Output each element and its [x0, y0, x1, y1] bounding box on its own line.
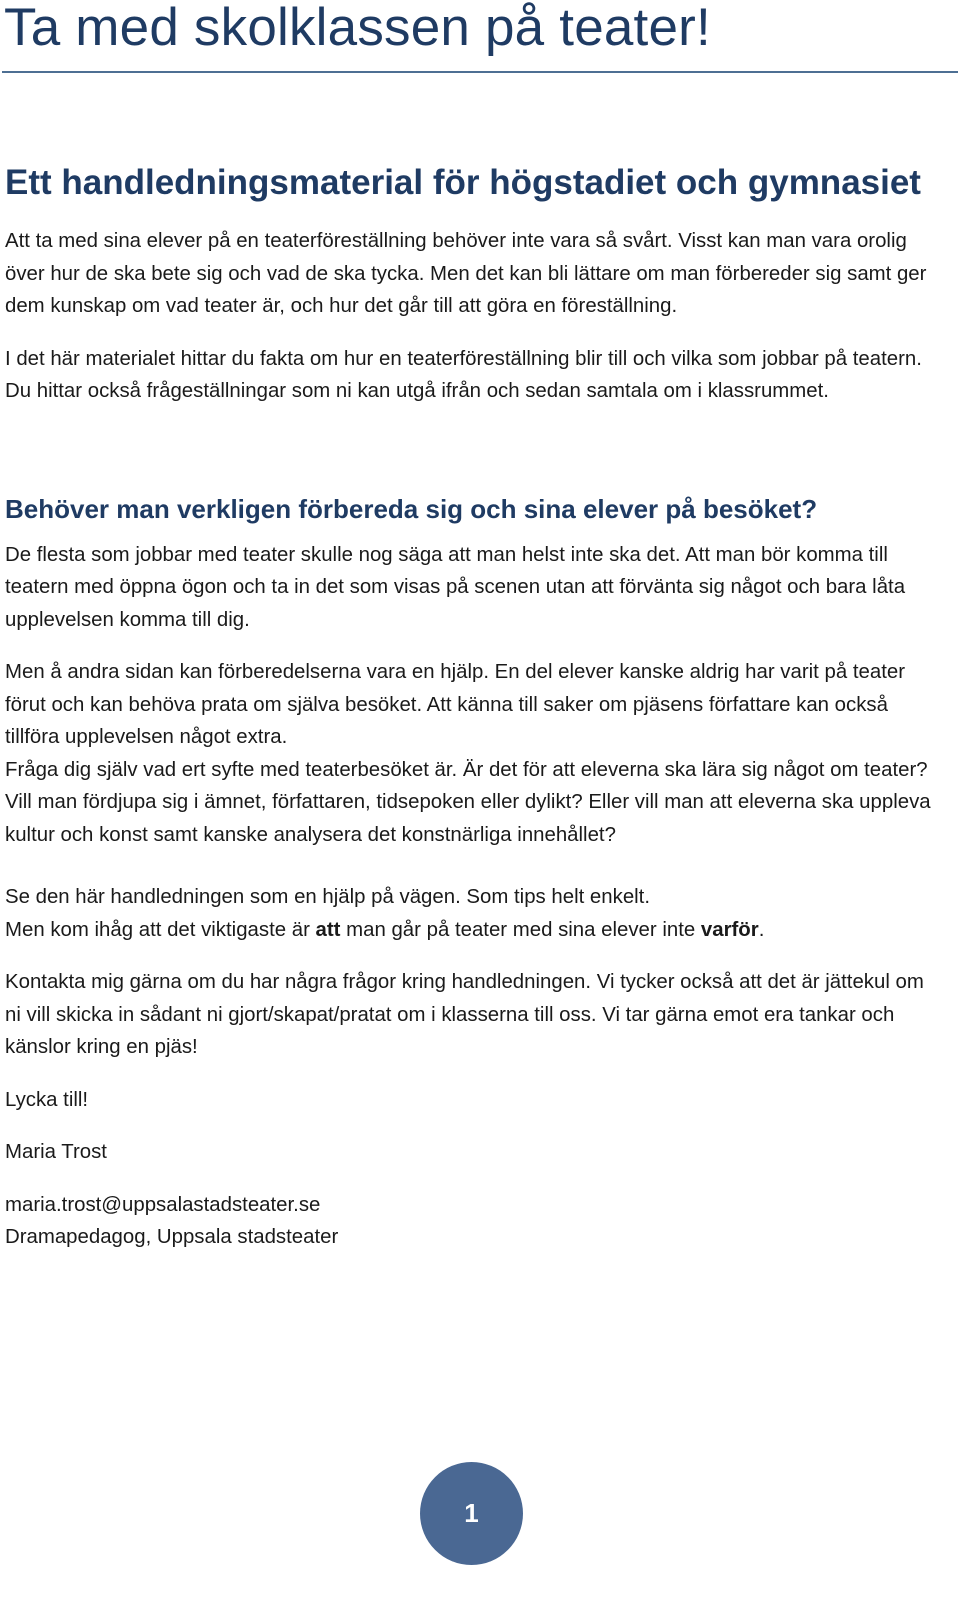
page-title: Ta med skolklassen på teater!: [4, 0, 711, 57]
document-subtitle: Ett handledningsmaterial för högstadiet och gymnasiet: [5, 163, 921, 202]
page-number-badge: [420, 1462, 523, 1565]
section-paragraph-1: De flesta som jobbar med teater skulle nog säga att man helst inte ska det. Att man bör komma till teatern med öppna ögon och ta in det som visas på scenen utan att förvänta sig något och bara låta upplevelsen komma till dig.: [5, 543, 906, 631]
signature-name: Maria Trost: [5, 1141, 107, 1163]
section-paragraph-4: Se den här handledningen som en hjälp på vägen. Som tips helt enkelt.: [5, 886, 651, 908]
title-divider: [2, 71, 958, 73]
contact-paragraph: Kontakta mig gärna om du har några frågor kring handledningen. Vi tycker också att det är jättekul om ni vill skicka in sådant ni gjort/skapat/pratat om i klasserna till oss. Vi tar gärna emot era tankar och känslor kring en pjäs!: [5, 971, 924, 1058]
section-paragraph-5: [5, 914, 945, 947]
signature-email: maria.trost@uppsalastadsteater.se: [5, 1193, 321, 1216]
section-heading: Behöver man verkligen förbereda sig och sina elever på besöket?: [5, 493, 818, 524]
closing-greeting: Lycka till!: [5, 1088, 89, 1111]
intro-paragraph-2: I det här materialet hittar du fakta om hur en teaterföreställning blir till och vilka som jobbar på teatern. Du hittar också frågeställningar som ni kan utgå ifrån och sedan samtala om i klassrummet.: [5, 347, 922, 402]
intro-paragraph-1: Att ta med sina elever på en teaterföreställning behöver inte vara så svårt. Visst kan man vara orolig över hur de ska bete sig och vad de ska tycka. Men det kan bli lättare om man förbereder sig samt ger dem kunskap om vad teater är, och hur det går till att göra en föreställning.: [5, 230, 927, 317]
p5-text-middle: man går på teater med sina elever inte: [340, 918, 701, 941]
document-body: [5, 156, 945, 1274]
p5-emphasis-att: att: [315, 918, 341, 941]
section-paragraph-3: Fråga dig själv vad ert syfte med teaterbesöket är. Är det för att eleverna ska lära sig något om teater? Vill man fördjupa sig i ämnet, författaren, tidsepoken eller dylikt? Eller vill man att eleverna ska uppleva kultur och konst samt kanske analysera det konstnärliga innehållet?: [5, 758, 931, 846]
page-number: 1: [464, 1498, 479, 1528]
signature-role: Dramapedagog, Uppsala stadsteater: [5, 1226, 339, 1248]
p5-emphasis-varfor: varför: [700, 918, 759, 941]
p5-text-after: .: [758, 918, 765, 941]
p5-text-before: Men kom ihåg att det viktigaste är: [5, 918, 316, 941]
section-paragraph-2: Men å andra sidan kan förberedelserna vara en hjälp. En del elever kanske aldrig har varit på teater förut och kan behöva prata om själva besöket. Att känna till saker om pjäsens författare kan också tillföra upplevelsen något extra.: [5, 661, 905, 748]
